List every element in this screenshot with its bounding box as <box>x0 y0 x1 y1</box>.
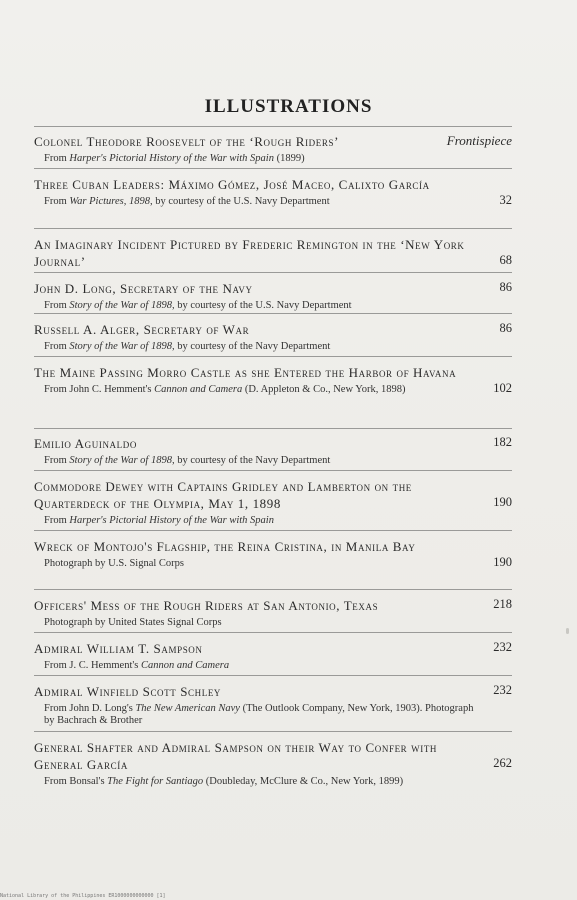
entry-title: Colonel Theodore Roosevelt of the ‘Rough Riders’ <box>34 134 340 149</box>
entry-page: 232 <box>493 640 512 654</box>
divider <box>34 228 512 229</box>
entry-page: 262 <box>493 756 512 770</box>
divider <box>34 731 512 732</box>
entry-source: From J. C. Hemment's Cannon and Camera <box>44 660 230 671</box>
divider <box>34 168 512 169</box>
entry-title: Wreck of Montojo's Flagship, the Reina Cristina, in Manila Bay <box>34 539 416 554</box>
illustration-entry <box>34 739 512 788</box>
entry-page: 68 <box>499 253 512 267</box>
divider <box>34 126 512 127</box>
entry-title: General Shafter and Admiral Sampson on their Way to Confer with General García <box>34 740 438 772</box>
entry-title: An Imaginary Incident Pictured by Frederic Remington in the ‘New York Journal’ <box>34 237 465 269</box>
entry-page: 32 <box>499 193 512 207</box>
divider <box>34 428 512 429</box>
entry-page: 232 <box>493 683 512 697</box>
entry-source: From Story of the War of 1898, by courtesy of the U.S. Navy Department <box>44 300 352 311</box>
entry-title: Emilio Aguinaldo <box>34 436 137 451</box>
entry-source: Photograph by United States Signal Corps <box>44 617 222 628</box>
illustration-entry <box>34 176 512 208</box>
paper-speck <box>566 628 569 634</box>
entry-page: 218 <box>493 597 512 611</box>
entry-source: From Bonsal's The Fight for Santiago (Doubleday, McClure & Co., New York, 1899) <box>44 776 404 787</box>
entry-source: From Harper's Pictorial History of the War with Spain <box>44 515 274 526</box>
entry-title: Admiral Winfield Scott Schley <box>34 684 222 699</box>
entry-page: 190 <box>493 555 512 569</box>
entry-page: 86 <box>499 321 512 335</box>
illustration-entry <box>34 133 512 165</box>
page-heading: ILLUSTRATIONS <box>204 96 373 117</box>
entry-source: From Story of the War of 1898, by courtesy of the Navy Department <box>44 341 331 352</box>
divider <box>34 313 512 314</box>
entry-title: Russell A. Alger, Secretary of War <box>34 322 250 337</box>
entry-source: From War Pictures, 1898, by courtesy of the U.S. Navy Department <box>44 196 330 207</box>
illustration-entry <box>34 435 512 467</box>
illustration-entry <box>34 640 512 672</box>
illustration-entry <box>34 364 512 396</box>
entry-page: Frontispiece <box>446 133 512 148</box>
entry-title: The Maine Passing Morro Castle as she Entered the Harbor of Havana <box>34 365 457 380</box>
divider <box>34 272 512 273</box>
entry-title: Commodore Dewey with Captains Gridley and Lamberton on the Quarterdeck of the Olympia, May 1, 1898 <box>34 479 412 511</box>
divider <box>34 675 512 676</box>
divider <box>34 470 512 471</box>
entry-title: Admiral William T. Sampson <box>34 641 203 656</box>
entry-source: Photograph by U.S. Signal Corps <box>44 558 185 569</box>
scan-footer: National Library of the Philippines ER1000000000000 [1] <box>0 893 166 899</box>
illustration-entry <box>34 280 512 312</box>
entry-source: From Story of the War of 1898, by courtesy of the Navy Department <box>44 455 331 466</box>
illustration-entry <box>34 478 512 527</box>
illustration-entry <box>34 538 512 570</box>
entry-title: John D. Long, Secretary of the Navy <box>34 281 253 296</box>
entry-page: 182 <box>493 435 512 449</box>
divider <box>34 530 512 531</box>
divider <box>34 632 512 633</box>
illustration-entry <box>34 683 512 727</box>
entry-page: 86 <box>499 280 512 294</box>
entry-source: From John D. Long's The New American Navy (The Outlook Company, New York, 1903). Photograph by Bachrach & Brother <box>44 703 474 726</box>
entry-page: 102 <box>493 381 512 395</box>
entry-source: From Harper's Pictorial History of the War with Spain (1899) <box>44 153 305 164</box>
entry-page: 190 <box>493 495 512 509</box>
entry-title: Officers' Mess of the Rough Riders at San Antonio, Texas <box>34 598 379 613</box>
illustration-entry <box>34 236 512 270</box>
illustration-entry <box>34 321 512 353</box>
divider <box>34 589 512 590</box>
entry-title: Three Cuban Leaders: Máximo Gómez, José Maceo, Calixto García <box>34 177 430 192</box>
divider <box>34 356 512 357</box>
entry-source: From John C. Hemment's Cannon and Camera (D. Appleton & Co., New York, 1898) <box>44 384 406 395</box>
illustration-entry <box>34 597 512 629</box>
